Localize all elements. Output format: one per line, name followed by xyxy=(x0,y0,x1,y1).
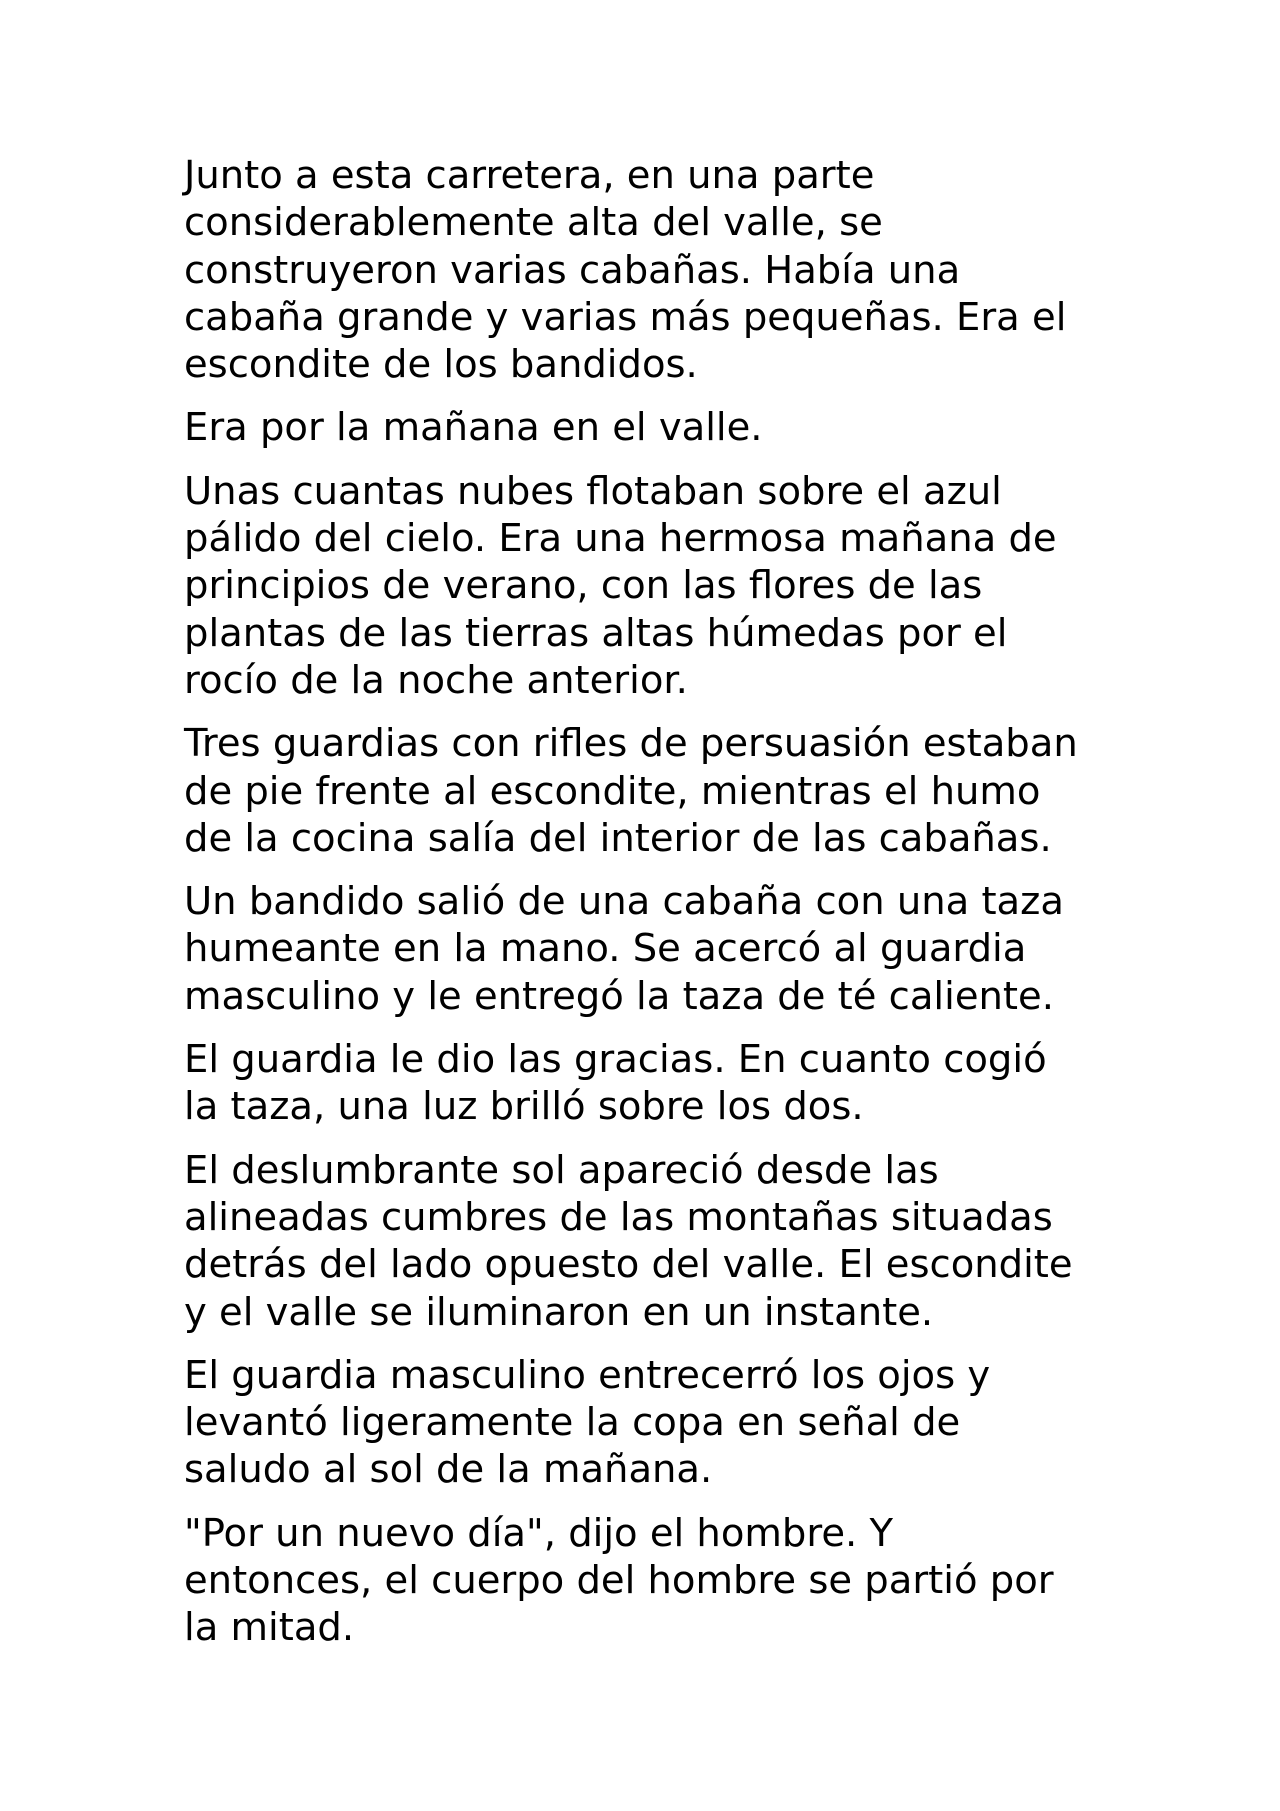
text-line: plantas de las tierras altas húmedas por el xyxy=(184,610,1008,656)
text-line: "Por un nuevo día", dijo el hombre. Y xyxy=(184,1510,893,1556)
paragraph xyxy=(184,1352,1104,1494)
text-line: El guardia le dio las gracias. En cuanto cogió xyxy=(184,1037,1047,1083)
text-line: alineadas cumbres de las montañas situadas xyxy=(184,1194,1053,1240)
text-line: detrás del lado opuesto del valle. El escondite xyxy=(184,1242,1073,1288)
paragraph xyxy=(184,468,1104,704)
text-line: El guardia masculino entrecerró los ojos y xyxy=(184,1352,991,1398)
paragraph xyxy=(184,720,1104,862)
paragraph xyxy=(184,1036,1104,1131)
text-line: entonces, el cuerpo del hombre se partió por xyxy=(184,1558,1054,1604)
text-line: cabaña grande y varias más pequeñas. Era el xyxy=(184,294,1067,340)
text-line: de pie frente al escondite, mientras el humo xyxy=(184,768,1041,814)
paragraph xyxy=(184,404,1104,451)
text-line: escondite de los bandidos. xyxy=(184,342,698,388)
paragraph xyxy=(184,152,1104,388)
text-line: humeante en la mano. Se acercó al guardia xyxy=(184,926,1027,972)
text-line: y el valle se iluminaron en un instante. xyxy=(184,1289,934,1335)
text-line: rocío de la noche anterior. xyxy=(184,657,688,703)
text-line: pálido del cielo. Era una hermosa mañana de xyxy=(184,516,1057,562)
text-line: considerablemente alta del valle, se xyxy=(184,200,883,246)
text-line: Junto a esta carretera, en una parte xyxy=(184,153,875,198)
text-line: saludo al sol de la mañana. xyxy=(184,1447,713,1493)
text-line: construyeron varias cabañas. Había una xyxy=(184,247,961,293)
text-line: levantó ligeramente la copa en señal de xyxy=(184,1400,961,1446)
text-line: la taza, una luz brilló sobre los dos. xyxy=(184,1084,864,1130)
text-line: la mitad. xyxy=(184,1605,355,1651)
paragraph xyxy=(184,1510,1104,1652)
paragraph xyxy=(184,878,1104,1020)
text-line: Unas cuantas nubes flotaban sobre el azul xyxy=(184,468,1002,514)
text-line: principios de verano, con las flores de las xyxy=(184,563,983,609)
text-line: El deslumbrante sol apareció desde las xyxy=(184,1147,939,1193)
page-body xyxy=(184,152,1104,1668)
text-line: Un bandido salió de una cabaña con una taza xyxy=(184,879,1064,925)
text-line: masculino y le entregó la taza de té caliente. xyxy=(184,973,1054,1019)
text-line: Tres guardias con rifles de persuasión estaban xyxy=(184,721,1078,767)
text-line: de la cocina salía del interior de las cabañas. xyxy=(184,815,1052,861)
paragraph xyxy=(184,1147,1104,1336)
text-line: Era por la mañana en el valle. xyxy=(184,405,763,451)
